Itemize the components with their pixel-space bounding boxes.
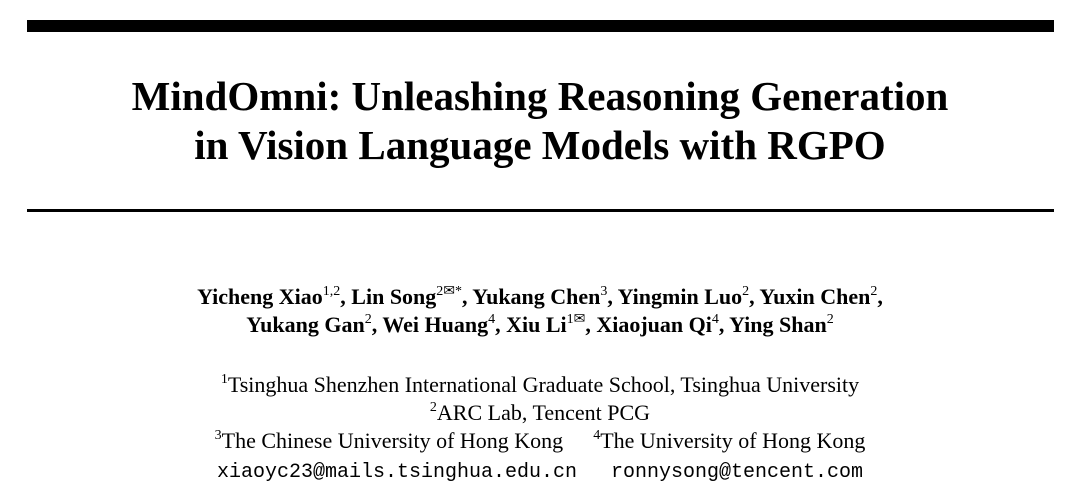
title-line-1: MindOmni: Unleashing Reasoning Generation	[131, 73, 949, 119]
affiliation-text: The Chinese University of Hong Kong	[221, 428, 564, 453]
affiliation-list	[0, 371, 1080, 455]
author-name: Yingmin Luo	[617, 284, 743, 309]
author-separator: ,	[371, 312, 383, 337]
affiliation-number: 1	[220, 371, 228, 387]
author-separator: ,	[340, 284, 352, 309]
top-rule	[27, 20, 1054, 32]
email-line	[0, 459, 1080, 487]
affiliation-line-2	[0, 399, 1080, 427]
author-name: Yuxin Chen	[759, 284, 871, 309]
email-address[interactable]: xiaoyc23@mails.tsinghua.edu.cn	[216, 461, 577, 484]
affiliation-text: The University of Hong Kong	[600, 428, 866, 453]
author-affiliation-mark: 2	[826, 311, 834, 327]
author-affiliation-mark: 2	[364, 311, 372, 327]
author-affiliation-mark: 2✉*	[436, 283, 463, 299]
affiliation-number: 3	[214, 427, 222, 443]
author-affiliation-mark: 4	[711, 311, 719, 327]
author-affiliation-mark: 4	[488, 311, 496, 327]
affiliation-text: ARC Lab, Tencent PCG	[436, 400, 651, 425]
author-name: Xiaojuan Qi	[596, 312, 712, 337]
author-name: Wei Huang	[382, 312, 489, 337]
author-separator: ,	[749, 284, 760, 309]
author-separator: ,	[462, 284, 473, 309]
author-line-1	[0, 283, 1080, 311]
author-affiliation-mark: 2	[870, 283, 878, 299]
author-affiliation-mark: 1✉	[566, 311, 586, 327]
paper-title	[0, 72, 1080, 170]
author-name: Yicheng Xiao	[197, 284, 323, 309]
author-separator: ,	[585, 312, 597, 337]
email-address[interactable]: ronnysong@tencent.com	[611, 461, 864, 484]
author-name: Xiu Li	[506, 312, 567, 337]
author-line-2	[0, 311, 1080, 339]
author-list	[0, 283, 1080, 339]
title-line-2: in Vision Language Models with RGPO	[194, 122, 886, 168]
author-separator: ,	[607, 284, 618, 309]
author-affiliation-mark: 1,2	[322, 283, 341, 299]
author-name: Yukang Gan	[246, 312, 365, 337]
author-separator: ,	[718, 312, 730, 337]
author-affiliation-mark: 2	[742, 283, 750, 299]
affiliation-number: 4	[593, 427, 601, 443]
author-affiliation-mark: 3	[600, 283, 608, 299]
affiliation-line-3	[0, 427, 1080, 455]
author-name: Yukang Chen	[472, 284, 601, 309]
author-name: Lin Song	[351, 284, 437, 309]
author-name: Ying Shan	[729, 312, 827, 337]
affiliation-line-1	[0, 371, 1080, 399]
author-separator: ,	[495, 312, 507, 337]
affiliation-text: Tsinghua Shenzhen International Graduate School, Tsinghua University	[227, 372, 860, 397]
author-separator: ,	[877, 284, 883, 309]
affiliation-number: 2	[429, 399, 437, 415]
bottom-rule	[27, 209, 1054, 212]
